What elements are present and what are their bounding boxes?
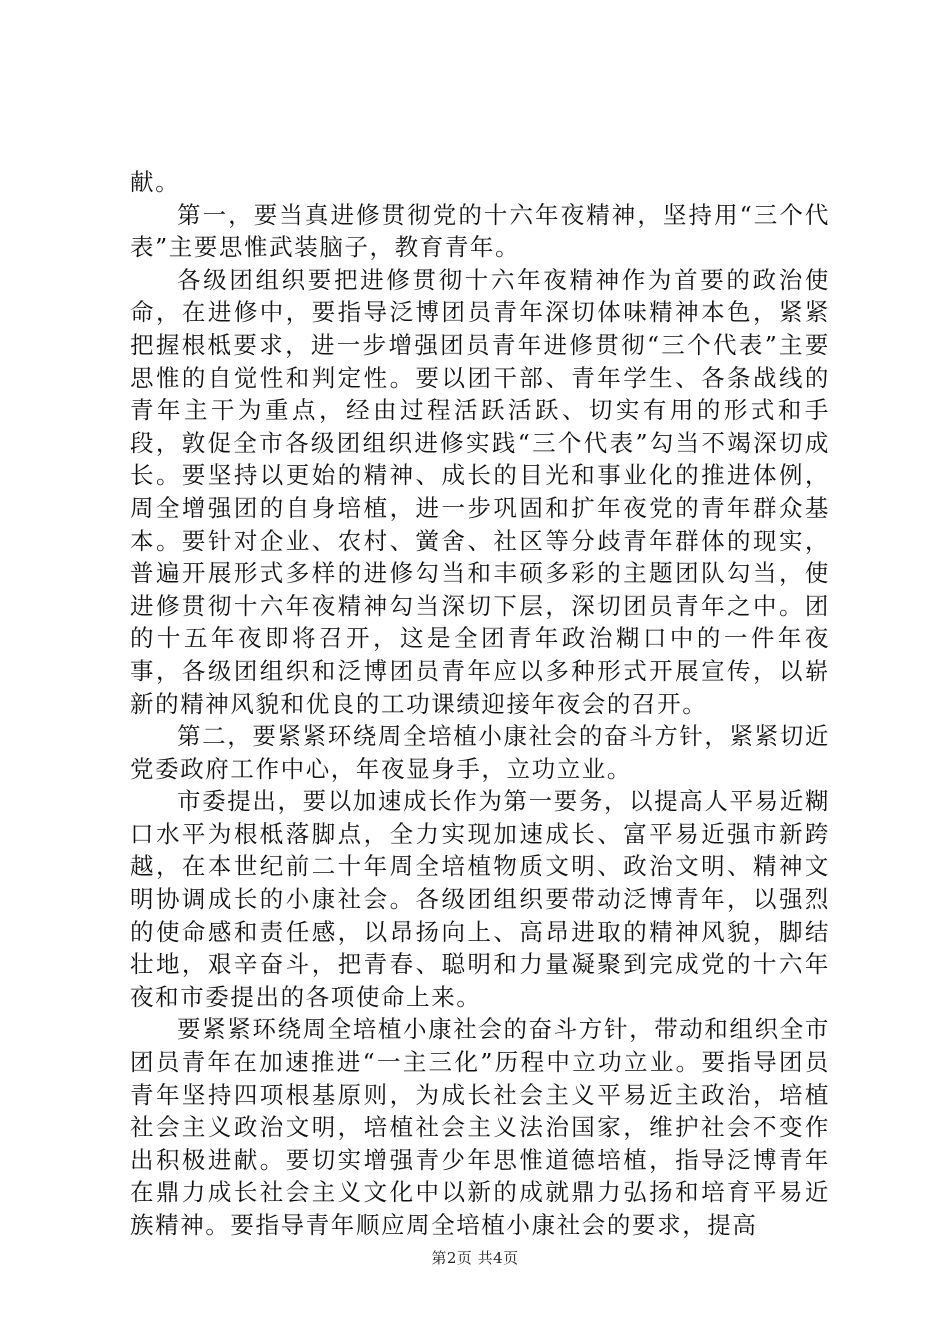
document-body xyxy=(130,166,830,1242)
paragraph-municipal-committee: 市委提出，要以加速成长作为第一要务，以提高人平易近糊口水平为根柢落脚点，全力实现加速成长、富平易近强市新跨越，在本世纪前二十年周全培植物质文明、政治文明、精神文明协调成长的小康社会。各级团组织要带动泛博青年，以强烈的使命感和责任感，以昂扬向上、高昂进取的精神风貌，脚结壮地，艰辛奋斗，把青春、聪明和力量凝聚到完成党的十六年夜和市委提出的各项使命上来。 xyxy=(130,787,830,1011)
paragraph-goals: 要紧紧环绕周全培植小康社会的奋斗方针，带动和组织全市团员青年在加速推进“一主三化”历程中立功立业。要指导团员青年坚持四项根基原则，为成长社会主义平易近主政治，培植社会主义政治文明，培植社会主义法治国家，维护社会不变作出积极进献。要切实增强青少年思惟道德培植，指导泛博青年在鼎力成长社会主义文化中以新的成就鼎力弘扬和培育平易近族精神。要指导青年顺应周全培植小康社会的要求，提高 xyxy=(130,1015,830,1239)
paragraph-point-one-heading: 第一，要当真进修贯彻党的十六年夜精神，坚持用“三个代表”主要思惟武装脑子，教育青年。 xyxy=(130,200,830,262)
paragraph-point-two-heading: 第二，要紧紧环绕周全培植小康社会的奋斗方针，紧紧切近党委政府工作中心，年夜显身手，立功立业。 xyxy=(130,722,830,783)
page-number-footer: 第2页 共4页 xyxy=(431,1249,519,1267)
paragraph-point-one-body: 各级团组织要把进修贯彻十六年夜精神作为首要的政治使命，在进修中，要指导泛博团员青年深切体味精神本色，紧紧把握根柢要求，进一步增强团员青年进修贯彻“三个代表”主要思惟的自觉性和判定性。要以团干部、青年学生、各条战线的青年主干为重点，经由过程活跃活跃、切实有用的形式和手段，敦促全市各级团组织进修实践“三个代表”勾当不竭深切成长。要坚持以更始的精神、成长的目光和事业化的推进体例，周全增强团的自身培植，进一步巩固和扩年夜党的青年群众基本。要针对企业、农村、黉舍、社区等分歧青年群体的现实，普遍开展形式多样的进修勾当和丰硕多彩的主题团队勾当，使进修贯彻十六年夜精神勾当深切下层，深切团员青年之中。团的十五年夜即将召开，这是全团青年政治糊口中的一件年夜事，各级团组织和泛博团员青年应以多种形式开展宣传，以崭新的精神风貌和优良的工功课绩迎接年夜会的召开。 xyxy=(130,265,830,718)
paragraph-continuation: 献。 xyxy=(130,168,181,196)
